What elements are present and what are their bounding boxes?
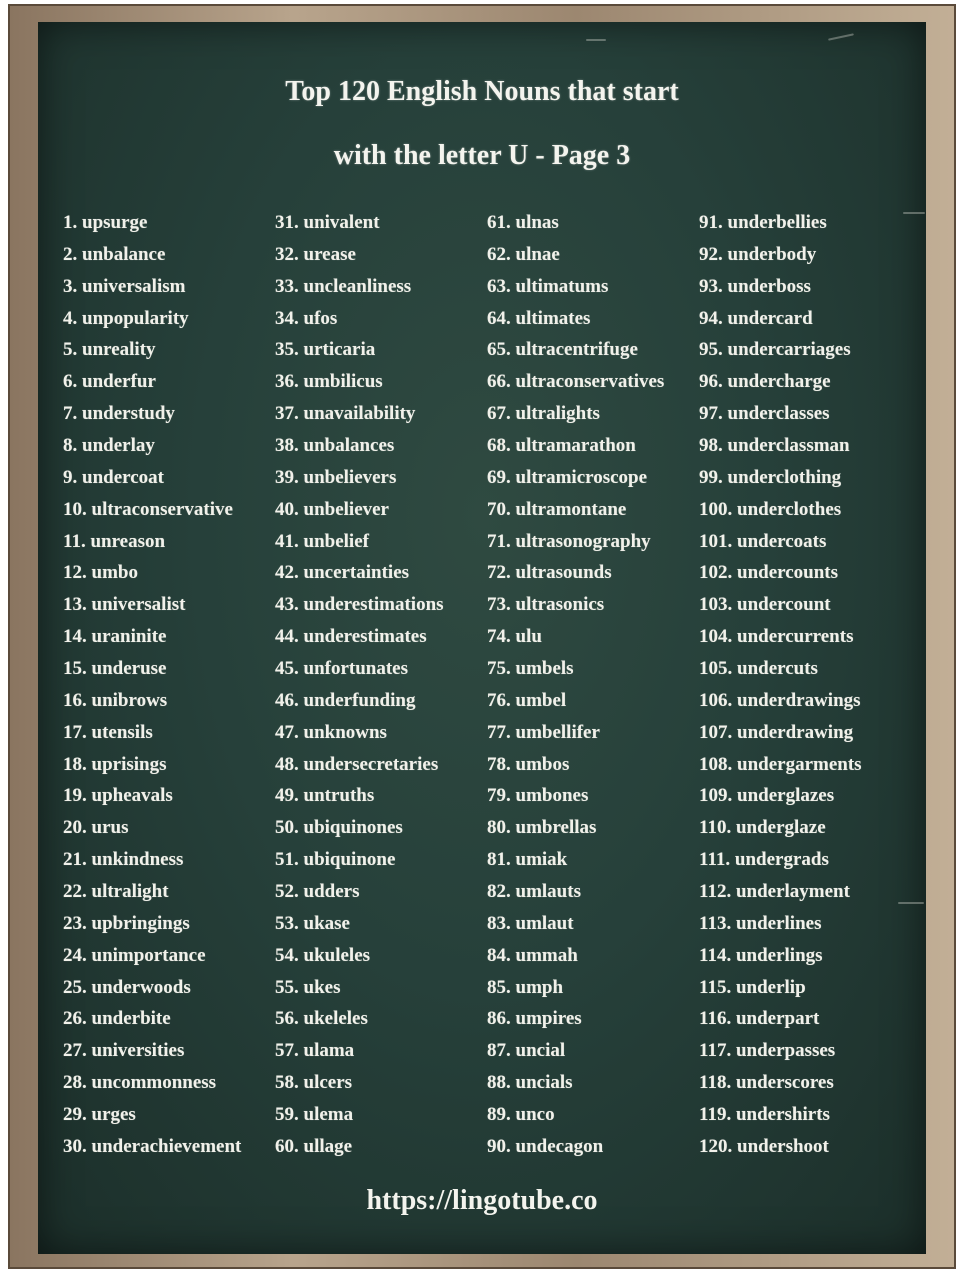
noun-list-item: 23. upbringings [63,912,190,934]
noun-list-item: 65. ultracentrifuge [487,339,638,361]
noun-list-item: 55. ukes [275,976,341,998]
page-title-line1: Top 120 English Nouns that start [285,76,679,107]
noun-list-item: 60. ullage [275,1135,353,1157]
noun-list-item: 109. underglazes [699,785,835,807]
noun-list-item: 76. umbel [487,689,567,711]
noun-list-item: 54. ukuleles [275,944,371,966]
noun-list-item: 93. underboss [699,275,811,297]
noun-list-item: 6. underfur [63,371,156,393]
noun-list-item: 64. ultimates [487,307,591,329]
noun-list-column-3 [487,209,664,1165]
noun-list-item: 118. underscores [699,1072,834,1094]
noun-list-item: 2. unbalance [63,243,166,265]
noun-list-item: 69. ultramicroscope [487,466,648,488]
noun-list-item: 74. ulu [487,626,542,648]
noun-list-item: 72. ultrasounds [487,562,612,584]
noun-list-item: 22. ultralight [63,881,169,903]
noun-list-item: 12. umbo [63,562,138,584]
noun-list-item: 114. underlings [699,944,823,966]
noun-list-item: 117. underpasses [699,1040,836,1062]
chalk-smudge [903,212,925,214]
noun-list-item: 120. undershoot [699,1135,829,1157]
noun-list-item: 80. umbrellas [487,817,597,839]
noun-list-item: 7. understudy [63,403,175,425]
noun-list-item: 78. umbos [487,753,570,775]
noun-list-item: 57. ulama [275,1040,355,1062]
noun-list-item: 75. umbels [487,658,574,680]
noun-list-item: 107. underdrawing [699,721,854,743]
noun-list-item: 71. ultrasonography [487,530,651,552]
page-title-line2: with the letter U - Page 3 [333,140,631,171]
noun-list-item: 26. underbite [63,1008,171,1030]
noun-list-item: 39. unbelievers [275,466,397,488]
noun-list-item: 66. ultraconservatives [487,371,665,393]
noun-list-item: 37. unavailability [275,403,416,425]
noun-list-item: 94. undercard [699,307,813,329]
noun-list-item: 32. urease [275,243,356,265]
noun-list-item: 11. unreason [63,530,166,552]
noun-list-item: 33. uncleanliness [275,275,412,297]
noun-list-item: 20. urus [63,817,129,839]
noun-list-item: 15. underuse [63,658,167,680]
noun-list-item: 116. underpart [699,1008,820,1030]
noun-list-item: 18. uprisings [63,753,167,775]
noun-list-item: 108. undergarments [699,753,862,775]
noun-list-item: 89. unco [487,1104,555,1126]
noun-list-item: 41. unbelief [275,530,369,552]
noun-list-item: 47. unknowns [275,721,387,743]
noun-list-item: 73. ultrasonics [487,594,605,616]
noun-list-item: 61. ulnas [487,212,559,233]
chalk-smudge [898,902,924,904]
noun-list-item: 40. unbeliever [275,498,389,520]
noun-list-item: 48. undersecretaries [275,753,439,775]
noun-list-item: 14. uraninite [63,626,167,648]
noun-list-item: 49. untruths [275,785,375,807]
noun-list-item: 104. undercurrents [699,626,854,648]
noun-list-item: 110. underglaze [699,817,826,839]
noun-list-item: 44. underestimates [275,626,427,648]
noun-list-item: 27. universities [63,1040,185,1062]
noun-list-item: 19. upheavals [63,785,173,807]
noun-list-item: 21. unkindness [63,849,184,871]
noun-list-item: 77. umbellifer [487,721,600,743]
noun-list-item: 25. underwoods [63,976,191,998]
noun-list-item: 30. underachievement [63,1135,242,1157]
noun-list-item: 8. underlay [63,435,155,457]
noun-list-item: 51. ubiquinone [275,849,396,871]
noun-list-item: 88. uncials [487,1072,573,1094]
chalk-smudge [828,33,854,40]
noun-list-item: 36. umbilicus [275,371,383,393]
noun-list-item: 42. uncertainties [275,562,410,584]
chalk-smudge [586,39,606,41]
noun-list-item: 100. underclothes [699,498,842,520]
noun-list-item: 31. univalent [275,212,380,233]
noun-list-item: 16. unibrows [63,689,168,711]
noun-list-item: 68. ultramarathon [487,435,636,457]
noun-list-item: 87. uncial [487,1040,566,1062]
noun-list-item: 24. unimportance [63,944,206,966]
noun-list-item: 9. undercoat [63,466,164,488]
noun-list-item: 5. unreality [63,339,156,361]
noun-list-item: 115. underlip [699,976,806,998]
noun-list-item: 13. universalist [63,594,186,616]
noun-list-item: 3. universalism [63,275,186,297]
noun-list-item: 67. ultralights [487,403,600,425]
noun-list-item: 111. undergrads [699,849,829,871]
noun-list-item: 113. underlines [699,912,822,934]
noun-list-item: 103. undercount [699,594,831,616]
noun-list-item: 86. umpires [487,1008,582,1030]
noun-list-item: 92. underbody [699,243,817,265]
noun-list-item: 58. ulcers [275,1072,353,1094]
noun-list-item: 90. undecagon [487,1135,604,1157]
noun-list-item: 84. ummah [487,944,578,966]
noun-list-item: 53. ukase [275,912,350,934]
noun-list-item: 96. undercharge [699,371,831,393]
noun-list-item: 98. underclassman [699,435,850,457]
noun-list-item: 17. utensils [63,721,153,743]
noun-list-item: 105. undercuts [699,658,818,680]
noun-list-item: 45. unfortunates [275,658,409,680]
noun-list-item: 29. urges [63,1104,136,1126]
noun-list-item: 91. underbellies [699,212,827,233]
footer-url: https://lingotube.co [366,1185,598,1216]
noun-list-item: 81. umiak [487,849,568,871]
noun-list-item: 101. undercoats [699,530,827,552]
noun-list-item: 10. ultraconservative [63,498,233,520]
noun-list-column-1 [63,209,241,1165]
noun-list-item: 1. upsurge [63,212,148,233]
noun-list-item: 38. unbalances [275,435,395,457]
noun-list-item: 119. undershirts [699,1104,830,1126]
noun-list-item: 43. underestimations [275,594,444,616]
noun-list-item: 28. uncommonness [63,1072,217,1094]
noun-list-item: 34. ufos [275,307,338,329]
noun-list-column-4 [699,209,862,1165]
noun-list-item: 59. ulema [275,1104,354,1126]
noun-list-item: 35. urticaria [275,339,376,361]
noun-list-item: 4. unpopularity [63,307,189,329]
noun-list-item: 95. undercarriages [699,339,851,361]
noun-list-item: 79. umbones [487,785,589,807]
noun-list-item: 46. underfunding [275,689,416,711]
noun-list-item: 83. umlaut [487,912,574,934]
noun-list-item: 56. ukeleles [275,1008,368,1030]
noun-list-column-2 [275,209,444,1165]
noun-list-item: 102. undercounts [699,562,839,584]
noun-list-item: 99. underclothing [699,466,842,488]
noun-list-item: 97. underclasses [699,403,830,425]
noun-list-item: 52. udders [275,881,360,903]
noun-list-item: 63. ultimatums [487,275,609,297]
noun-list-item: 62. ulnae [487,243,560,265]
noun-list-item: 112. underlayment [699,881,850,903]
noun-list-item: 85. umph [487,976,564,998]
noun-list-item: 50. ubiquinones [275,817,403,839]
noun-list-item: 82. umlauts [487,881,581,903]
noun-list-item: 70. ultramontane [487,498,627,520]
noun-list-item: 106. underdrawings [699,689,861,711]
